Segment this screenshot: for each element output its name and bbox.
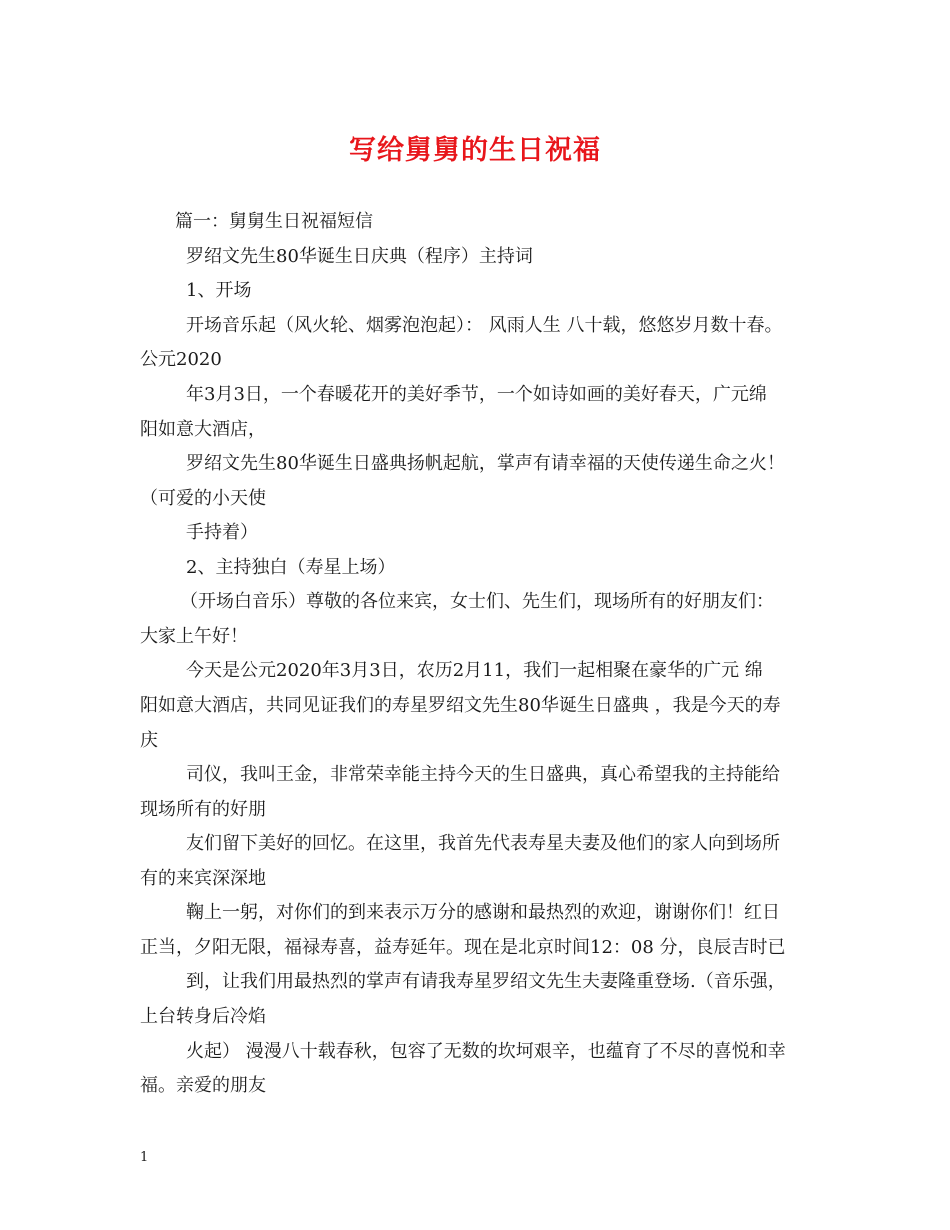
paragraph-line: 阳如意大酒店， [140,419,266,440]
paragraph-line: 庆 [140,730,158,751]
paragraph-line: 到，让我们用最热烈的掌声有请我寿星罗绍文先生夫妻隆重登场.（音乐强， [186,971,786,992]
paragraph-line: （开场白音乐）尊敬的各位来宾，女士们、先生们，现场所有的好朋友们： [180,591,774,612]
paragraph-line: 火起） 漫漫八十载春秋，包容了无数的坎坷艰辛，也蕴育了不尽的喜悦和幸 [186,1041,786,1062]
paragraph-line: 罗绍文先生80华诞生日盛典扬帆起航，掌声有请幸福的天使传递生命之火！ [186,453,785,474]
paragraph-line: 手持着） [186,522,258,543]
paragraph-line: 2、主持独白（寿星上场） [186,557,396,578]
paragraph-line: （可爱的小天使 [140,488,266,509]
paragraph-line: 福。亲爱的朋友 [140,1075,266,1096]
paragraph-line: 今天是公元2020年3月3日，农历2月11，我们一起相聚在豪华的广元 绵 [186,660,763,681]
paragraph-line: 有的来宾深深地 [140,868,266,889]
paragraph-line: 司仪，我叫王金，非常荣幸能主持今天的生日盛典，真心希望我的主持能给 [186,764,780,785]
paragraph-line: 阳如意大酒店，共同见证我们的寿星罗绍文先生80华诞生日盛典 ，我是今天的寿 [140,695,781,716]
paragraph-line: 公元2020 [140,349,222,370]
paragraph-line: 1、开场 [186,280,252,301]
paragraph-line: 现场所有的好朋 [140,799,266,820]
paragraph-line: 鞠上一躬，对你们的到来表示万分的感谢和最热烈的欢迎，谢谢你们！红日 [186,902,780,923]
paragraph-line: 友们留下美好的回忆。在这里，我首先代表寿星夫妻及他们的家人向到场所 [186,833,780,854]
paragraph-line: 年3月3日，一个春暖花开的美好季节，一个如诗如画的美好春天，广元绵 [186,384,767,405]
paragraph-line: 大家上午好！ [140,626,248,647]
paragraph-line: 罗绍文先生80华诞生日庆典（程序）主持词 [186,246,533,267]
page-number: 1 [140,1150,149,1165]
paragraph-line: 篇一：舅舅生日祝福短信 [175,211,373,232]
document-title: 写给舅舅的生日祝福 [349,135,601,166]
paragraph-line: 上台转身后冷焰 [140,1006,266,1027]
paragraph-line: 开场音乐起（风火轮、烟雾泡泡起）： 风雨人生 八十载，悠悠岁月数十春。 [186,315,783,336]
paragraph-line: 正当，夕阳无限，福禄寿喜，益寿延年。现在是北京时间12：08 分，良辰吉时已 [140,937,786,958]
